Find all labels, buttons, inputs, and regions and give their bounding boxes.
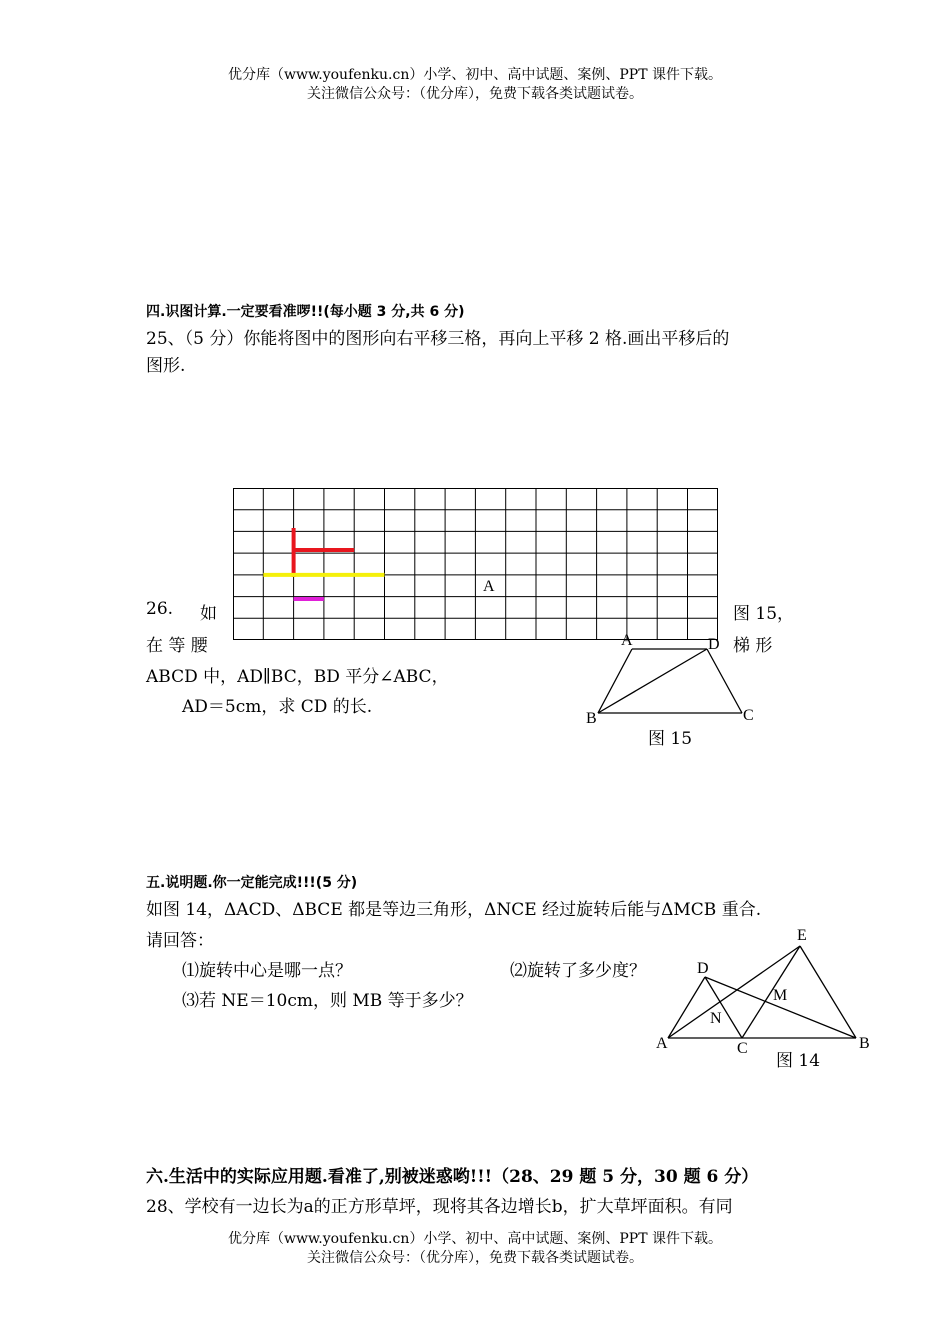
fig14-label-c: C <box>737 1040 748 1057</box>
fig15-caption: 图 15 <box>648 729 693 749</box>
header-line-1: 优分库（www.youfenku.cn）小学、初中、高中试题、案例、PPT 课件下载。 <box>227 67 722 83</box>
q26-trapezoid: 梯 形 <box>733 636 773 656</box>
s5-line-2: 请回答： <box>146 931 214 951</box>
s5-question-2: ⑵旋转了多少度？ <box>510 961 646 981</box>
fig14-label-m: M <box>773 987 788 1004</box>
figure-15-trapezoid <box>590 640 760 720</box>
fig14-caption: 图 14 <box>776 1051 821 1071</box>
fig15-label-c: C <box>743 707 754 724</box>
q25-line-1: 25、（5 分）你能将图中的图形向右平移三格，再向上平移 2 格.画出平移后的 <box>146 329 730 349</box>
fig14-label-d: D <box>697 960 709 977</box>
fig14-label-n: N <box>710 1010 722 1027</box>
section-6-title: 六.生活中的实际应用题.看准了,别被迷惑哟!!!（28、29 题 5 分，30 题 6 分） <box>146 1167 759 1187</box>
line-eb <box>800 946 856 1038</box>
fig14-label-a: A <box>656 1035 668 1052</box>
q26-line-3: AD＝5cm，求 CD 的长. <box>182 697 373 717</box>
fig15-label-b: B <box>586 710 597 727</box>
q26-word-ru: 如 <box>200 604 217 624</box>
q25-line-2: 图形. <box>146 356 186 376</box>
q26-figure-ref: 图 15， <box>733 604 795 624</box>
line-ce <box>742 946 800 1038</box>
q26-number: 26. <box>146 599 174 619</box>
line-dc <box>707 649 742 713</box>
section-4-title: 四.识图计算.一定要看准啰!!(每小题 3 分,共 6 分) <box>146 304 465 320</box>
q26-isosceles: 在 等 腰 <box>146 636 208 656</box>
fig14-label-e: E <box>797 927 807 944</box>
grid-point-label: A <box>483 578 495 595</box>
section-5-title: 五.说明题.你一定能完成!!!(5 分) <box>146 875 358 891</box>
figure-14-triangles <box>660 940 860 1040</box>
fig14-label-b: B <box>859 1035 870 1052</box>
line-ad <box>668 977 705 1038</box>
s5-question-3: ⑶若 NE＝10cm，则 MB 等于多少？ <box>182 991 473 1011</box>
footer-line-2: 关注微信公众号：（优分库），免费下载各类试题试卷。 <box>307 1250 643 1266</box>
line-dc <box>705 977 742 1038</box>
q26-line-2: ABCD 中，AD∥BC，BD 平分∠ABC， <box>146 667 449 687</box>
grid-figure <box>233 488 718 640</box>
footer-line-1: 优分库（www.youfenku.cn）小学、初中、高中试题、案例、PPT 课件下载。 <box>227 1231 722 1247</box>
s5-line-1: 如图 14，ΔACD、ΔBCE 都是等边三角形，ΔNCE 经过旋转后能与ΔMCB 重合. <box>146 900 762 920</box>
header-line-2: 关注微信公众号：（优分库），免费下载各类试题试卷。 <box>307 86 643 102</box>
q28-text: 28、学校有一边长为a的正方形草坪，现将其各边增长b，扩大草坪面积。有同 <box>146 1197 733 1217</box>
fig15-label-a: A <box>621 632 633 649</box>
s5-question-1: ⑴旋转中心是哪一点？ <box>182 961 352 981</box>
fig15-label-d: D <box>708 636 720 653</box>
grid-lines <box>233 488 718 640</box>
